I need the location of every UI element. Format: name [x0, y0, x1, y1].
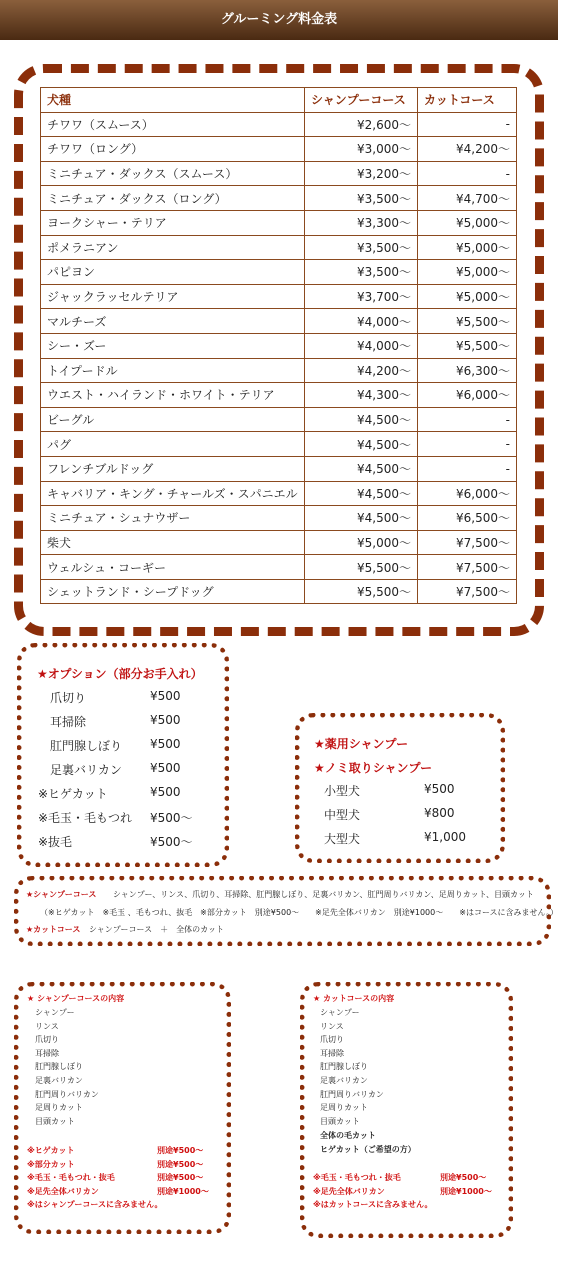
cell-shampoo: ¥5,000～	[305, 530, 418, 555]
cell-cut: ¥4,700～	[418, 186, 517, 211]
page-header: グルーミング料金表	[0, 0, 558, 40]
cut-course-text: シャンプーコース ＋ 全体のカット	[88, 925, 225, 934]
cell-shampoo: ¥2,600～	[305, 112, 418, 137]
cell-shampoo: ¥4,500～	[305, 506, 418, 531]
cell-shampoo: ¥3,500～	[305, 260, 418, 285]
cell-cut: -	[418, 432, 517, 457]
col-shampoo: シャンプーコース	[305, 88, 418, 113]
options-title: ★オプション（部分お手入れ）	[37, 667, 203, 681]
cell-breed: マルチーズ	[41, 309, 305, 334]
cell-breed: ミニチュア・ダックス（スムース）	[41, 161, 305, 186]
medicated-price: ¥1,000	[424, 830, 466, 844]
table-row	[41, 186, 517, 211]
shampoo-extra-price: 別途¥500～	[157, 1159, 204, 1169]
cell-breed: トイプードル	[41, 358, 305, 383]
cell-shampoo: ¥3,700～	[305, 284, 418, 309]
medicated-price: ¥800	[424, 806, 455, 820]
cell-cut: ¥6,000～	[418, 383, 517, 408]
cut-item: 肛門腺しぼり	[320, 1062, 368, 1072]
shampoo-extra-price: 別途¥1000～	[157, 1186, 209, 1196]
shampoo-item: 耳掃除	[35, 1048, 59, 1058]
cut-extra-name: ※足先全体バリカン	[313, 1186, 385, 1196]
shampoo-item: 足周りカット	[35, 1103, 83, 1113]
medicated-size: 中型犬	[324, 808, 361, 822]
cut-bold-item: 全体の毛カット	[320, 1131, 376, 1140]
cut-item: 肛門周りバリカン	[320, 1089, 384, 1099]
medicated-price: ¥500	[424, 782, 455, 796]
cell-breed: キャバリア・キング・チャールズ・スパニエル	[41, 481, 305, 506]
shampoo-item: 肛門周りバリカン	[35, 1089, 99, 1099]
cut-item: シャンプー	[320, 1008, 360, 1017]
cell-breed: パグ	[41, 432, 305, 457]
cell-breed: ミニチュア・シュナウザー	[41, 506, 305, 531]
medicated-size: 大型犬	[324, 832, 361, 846]
cell-cut: ¥6,000～	[418, 481, 517, 506]
cut-extra-price: 別途¥500～	[440, 1173, 487, 1182]
cell-cut: ¥5,000～	[418, 210, 517, 235]
cut-extra-price: 別途¥1000～	[440, 1186, 492, 1196]
cut-item: 耳掃除	[320, 1048, 344, 1058]
cut-footer: ※はカットコースに含みません。	[313, 1200, 433, 1209]
cell-cut: -	[418, 407, 517, 432]
course-note-shampoo	[26, 889, 534, 900]
cell-cut: ¥4,200～	[418, 137, 517, 162]
cell-shampoo: ¥3,500～	[305, 235, 418, 260]
shampoo-extra-name: ※毛玉・毛もつれ・抜毛	[27, 1173, 115, 1183]
cell-cut: ¥5,000～	[418, 260, 517, 285]
option-name: 耳掃除	[50, 715, 87, 729]
shampoo-course-text: シャンプー、リンス、爪切り、耳掃除、肛門腺しぼり、足裏バリカン、肛門周りバリカン、足周りカット、目頭カット	[112, 890, 534, 899]
table-row	[41, 333, 517, 358]
option-name: ※ヒゲカット	[38, 787, 108, 801]
cell-cut: -	[418, 161, 517, 186]
cell-cut: ¥7,500～	[418, 530, 517, 555]
cut-bold-item: ヒゲカット（ご希望の方）	[320, 1144, 416, 1154]
table-row	[41, 235, 517, 260]
medicated-title-2: ★ノミ取りシャンプー	[314, 761, 433, 775]
cell-cut: ¥7,500～	[418, 555, 517, 580]
cut-item: 爪切り	[320, 1035, 344, 1045]
table-row	[41, 309, 517, 334]
cell-cut: ¥5,500～	[418, 309, 517, 334]
cell-breed: ビーグル	[41, 407, 305, 432]
cell-cut: ¥5,000～	[418, 235, 517, 260]
cell-breed: シー・ズー	[41, 333, 305, 358]
cell-shampoo: ¥5,500～	[305, 555, 418, 580]
option-name: 爪切り	[50, 691, 87, 705]
cell-shampoo: ¥3,000～	[305, 137, 418, 162]
cell-cut: ¥5,500～	[418, 333, 517, 358]
option-price: ¥500	[150, 689, 181, 703]
cut-course-label: ★カットコース	[26, 925, 81, 934]
cell-shampoo: ¥3,300～	[305, 210, 418, 235]
shampoo-item: シャンプー	[35, 1008, 75, 1017]
cell-shampoo: ¥4,200～	[305, 358, 418, 383]
shampoo-item: 肛門腺しぼり	[35, 1062, 83, 1072]
cell-shampoo: ¥4,000～	[305, 309, 418, 334]
cell-breed: シェットランド・シープドッグ	[41, 579, 305, 604]
option-price: ¥500	[150, 737, 181, 751]
cell-cut: ¥5,000～	[418, 284, 517, 309]
shampoo-extra-price: 別途¥500～	[157, 1173, 204, 1183]
cell-breed: ジャックラッセルテリア	[41, 284, 305, 309]
cell-shampoo: ¥4,000～	[305, 333, 418, 358]
cell-breed: ヨークシャー・テリア	[41, 210, 305, 235]
col-cut: カットコース	[418, 88, 517, 113]
table-row	[41, 555, 517, 580]
medicated-title-1: ★薬用シャンプー	[314, 737, 409, 751]
cell-breed: ウエスト・ハイランド・ホワイト・テリア	[41, 383, 305, 408]
cell-breed: フレンチブルドッグ	[41, 456, 305, 481]
table-row	[41, 530, 517, 555]
cell-shampoo: ¥3,500～	[305, 186, 418, 211]
table-row	[41, 506, 517, 531]
shampoo-extra-name: ※足先全体バリカン	[27, 1186, 99, 1196]
cell-shampoo: ¥3,200～	[305, 161, 418, 186]
shampoo-footer: ※はシャンプーコースに含みません。	[27, 1200, 163, 1209]
cell-shampoo: ¥4,500～	[305, 481, 418, 506]
cell-breed: チワワ（スムース）	[41, 112, 305, 137]
shampoo-item: リンス	[35, 1021, 59, 1031]
cut-item: 足周りカット	[320, 1103, 368, 1113]
cut-course-title: ★ カットコースの内容	[313, 994, 395, 1003]
cut-item: リンス	[320, 1021, 344, 1031]
table-row	[41, 210, 517, 235]
cell-shampoo: ¥4,500～	[305, 456, 418, 481]
table-row	[41, 407, 517, 432]
cell-cut: -	[418, 456, 517, 481]
table-row	[41, 432, 517, 457]
table-row	[41, 112, 517, 137]
cell-breed: ウェルシュ・コーギー	[41, 555, 305, 580]
cut-item: 目頭カット	[320, 1116, 360, 1126]
shampoo-extra-price: 別途¥500～	[157, 1146, 204, 1155]
cell-shampoo: ¥5,500～	[305, 579, 418, 604]
option-name: 足裏バリカン	[50, 763, 122, 777]
cell-breed: 柴犬	[41, 530, 305, 555]
shampoo-item: 足裏バリカン	[35, 1076, 83, 1085]
cut-item: 足裏バリカン	[320, 1076, 368, 1085]
shampoo-extra-name: ※ヒゲカット	[27, 1146, 75, 1155]
cell-shampoo: ¥4,500～	[305, 407, 418, 432]
cell-breed: ポメラニアン	[41, 235, 305, 260]
table-row	[41, 161, 517, 186]
shampoo-course-title: ★ シャンプーコースの内容	[27, 994, 125, 1003]
table-row	[41, 579, 517, 604]
cell-breed: チワワ（ロング）	[41, 137, 305, 162]
medicated-size: 小型犬	[324, 784, 361, 798]
table-row	[41, 260, 517, 285]
cut-extra-name: ※毛玉・毛もつれ・抜毛	[313, 1173, 401, 1182]
cell-cut: ¥7,500～	[418, 579, 517, 604]
table-row	[41, 358, 517, 383]
table-row	[41, 137, 517, 162]
option-price: ¥500～	[150, 811, 193, 825]
option-name: ※抜毛	[38, 835, 73, 849]
price-table-header	[41, 88, 517, 113]
shampoo-item: 爪切り	[35, 1035, 59, 1045]
cell-cut: -	[418, 112, 517, 137]
option-price: ¥500	[150, 713, 181, 727]
table-row	[41, 383, 517, 408]
cell-shampoo: ¥4,500～	[305, 432, 418, 457]
option-price: ¥500	[150, 761, 181, 775]
course-note-cut	[26, 924, 224, 935]
table-row	[41, 481, 517, 506]
option-name: 肛門腺しぼり	[50, 739, 123, 753]
table-row	[41, 284, 517, 309]
cell-breed: パピヨン	[41, 260, 305, 285]
shampoo-item: 目頭カット	[35, 1116, 75, 1126]
price-table	[40, 87, 517, 604]
table-row	[41, 456, 517, 481]
cell-breed: ミニチュア・ダックス（ロング）	[41, 186, 305, 211]
shampoo-extra-name: ※部分カット	[27, 1159, 75, 1169]
cell-cut: ¥6,500～	[418, 506, 517, 531]
course-note-line: （※ヒゲカット ※毛玉 、毛もつれ、抜毛 ※部分カット 別途¥500～ ※足先全体バリカン 別途¥1000～ ※はコースに含みません。）	[40, 908, 559, 917]
shampoo-course-label: ★シャンプーコース	[26, 890, 97, 899]
option-name: ※毛玉・毛もつれ	[38, 811, 133, 825]
option-price: ¥500	[150, 785, 181, 799]
cell-shampoo: ¥4,300～	[305, 383, 418, 408]
cell-cut: ¥6,300～	[418, 358, 517, 383]
col-breed: 犬種	[41, 88, 305, 113]
option-price: ¥500～	[150, 835, 193, 849]
